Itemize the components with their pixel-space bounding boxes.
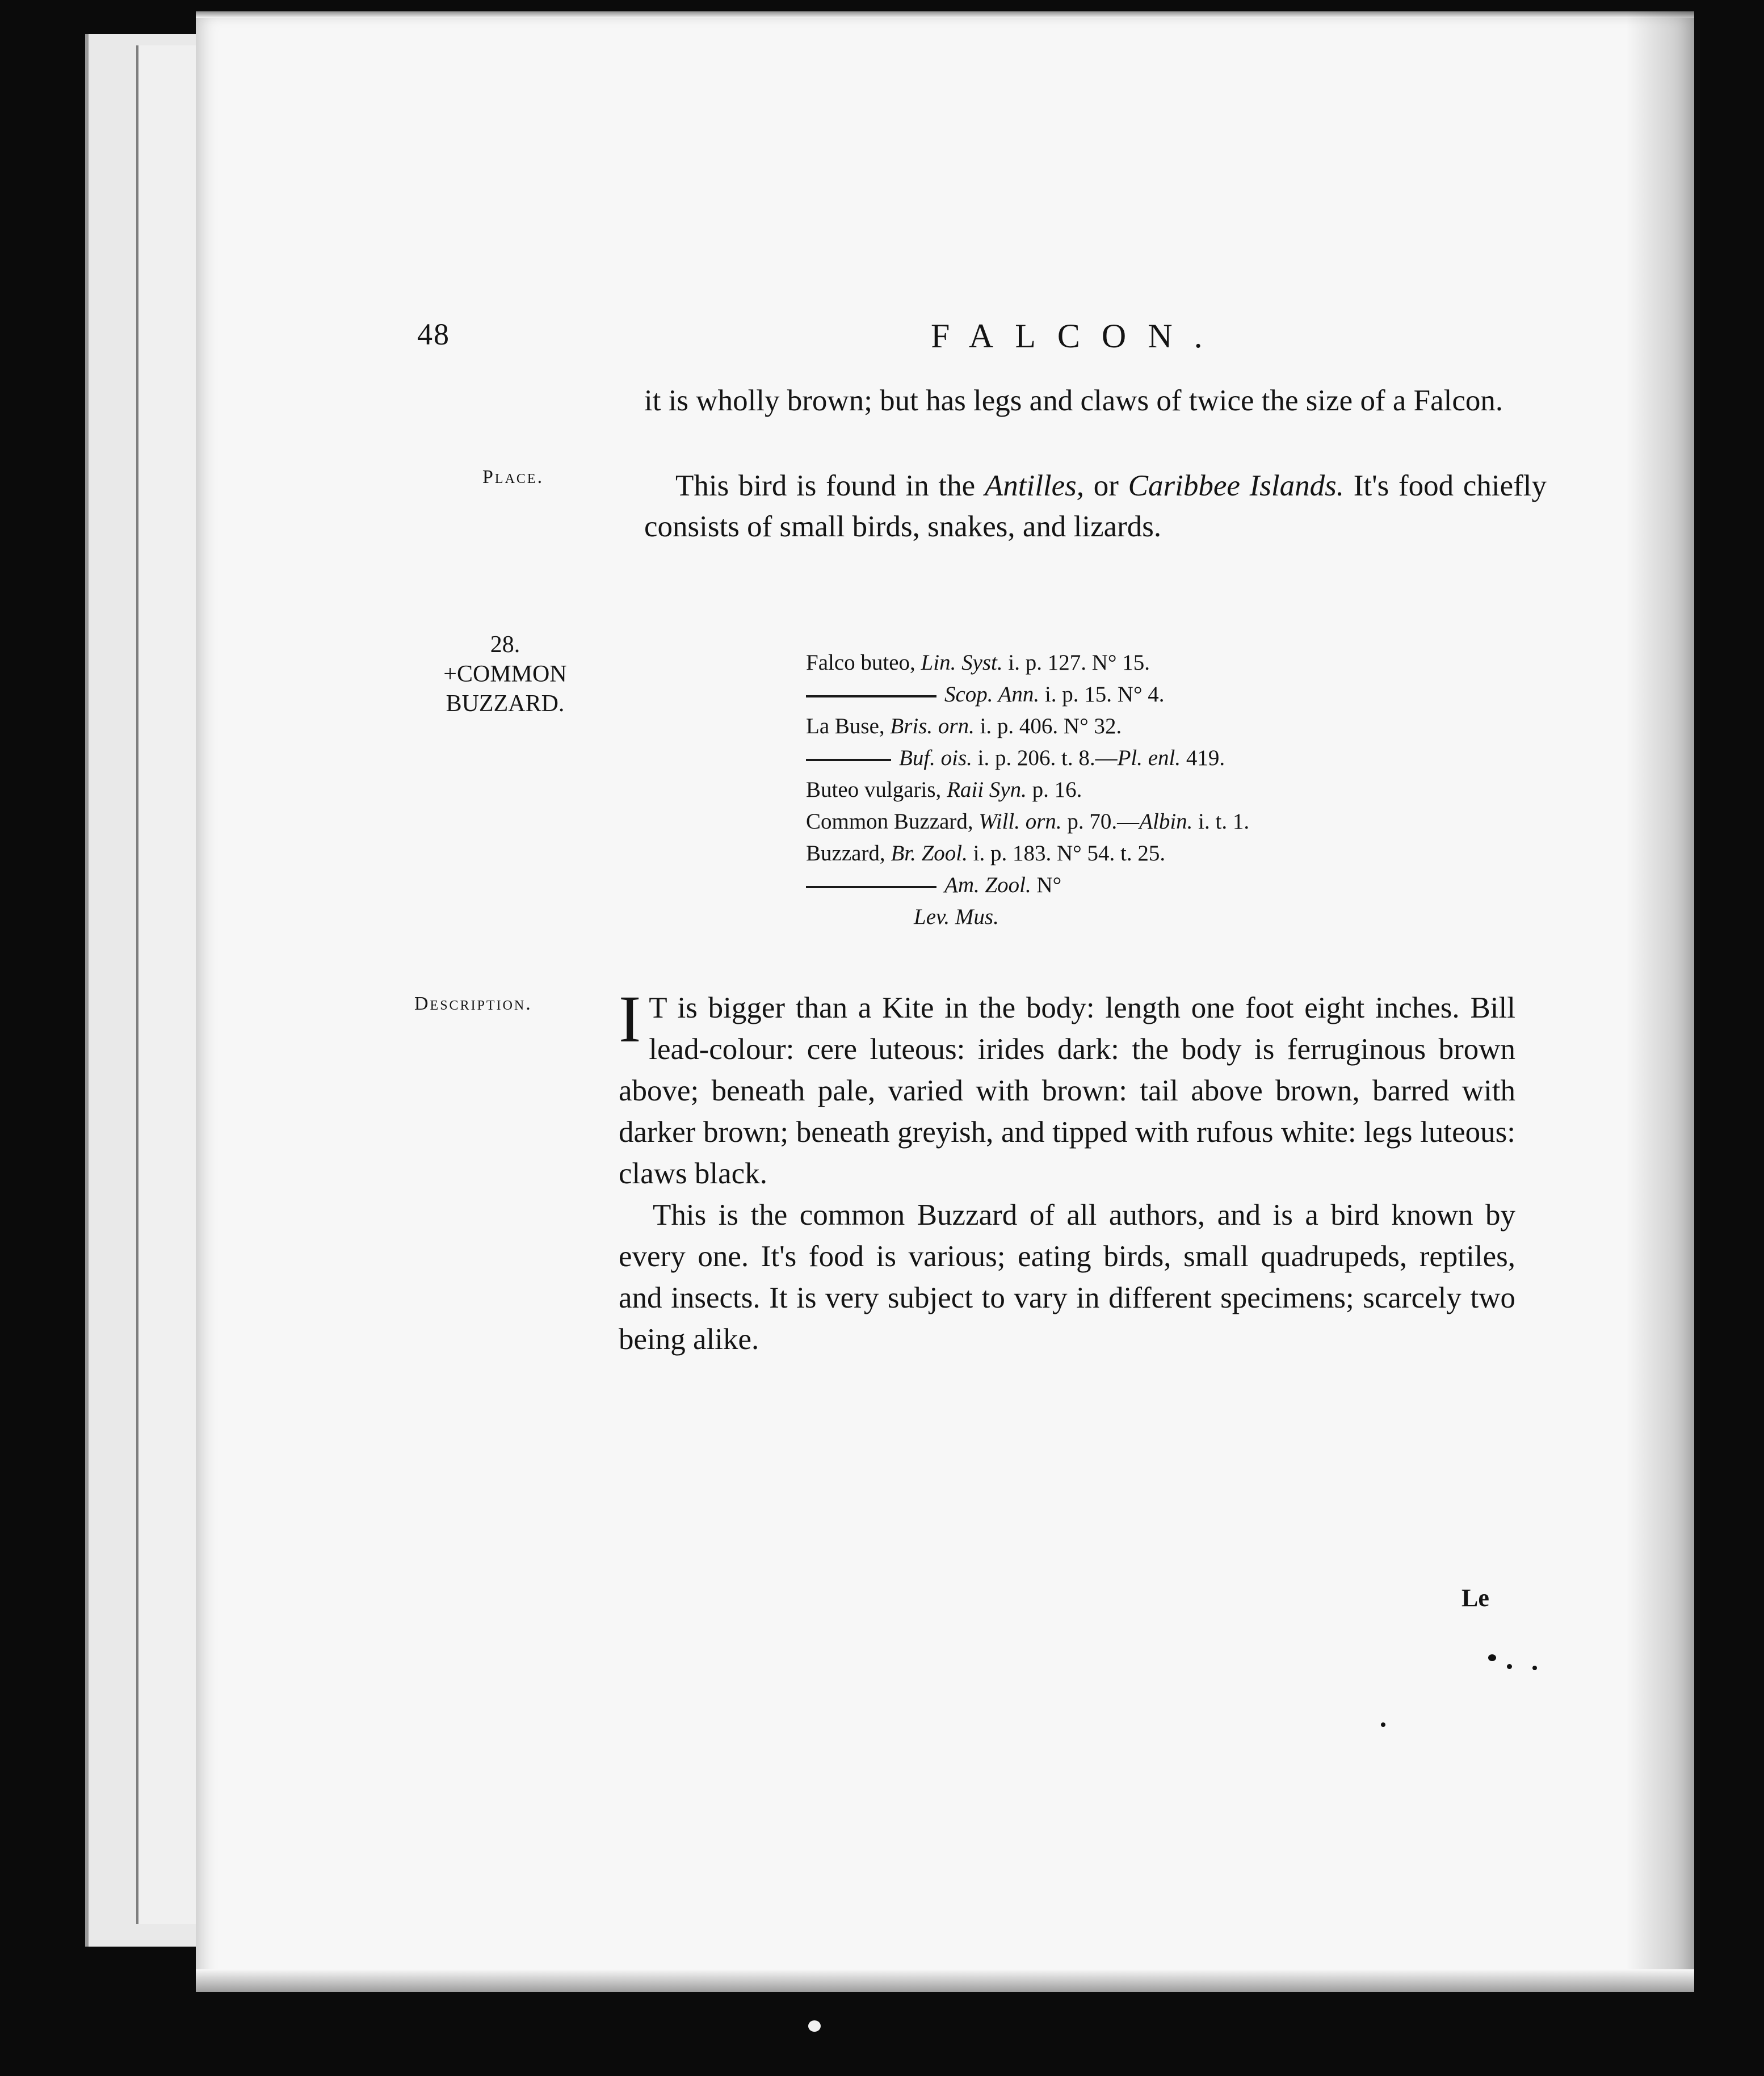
continued-paragraph-text: it is wholly brown; but has legs and claws of twice the size of a Falcon. xyxy=(644,384,1503,417)
species-number: 28. xyxy=(490,632,520,658)
ink-speck xyxy=(1381,1722,1385,1727)
place-name-antilles: Antilles, xyxy=(984,469,1085,502)
synonymy-list xyxy=(806,647,1249,933)
description-block xyxy=(619,982,1515,1360)
description-label: Description. xyxy=(414,993,532,1014)
synonymy-entry: Am. Zool. N° xyxy=(806,869,1249,901)
ditto-dash xyxy=(806,695,936,697)
synonymy-entry: Scop. Ann. i. p. 15. N° 4. xyxy=(806,679,1249,711)
synonymy-entry: Common Buzzard, Will. orn. p. 70.—Albin. i. t. 1. xyxy=(806,809,1250,834)
species-name-line2: BUZZARD. xyxy=(446,691,565,717)
place-label: Place. xyxy=(482,467,544,488)
ditto-dash xyxy=(806,886,936,888)
ditto-dash xyxy=(806,759,891,761)
running-title: FALCON. xyxy=(931,317,1224,355)
place-paragraph xyxy=(644,465,1547,547)
drop-cap: I xyxy=(619,982,641,1056)
ink-speck xyxy=(1507,1664,1512,1669)
catchword: Le xyxy=(1461,1584,1489,1612)
synonymy-entry: La Buse, Bris. orn. i. p. 406. N° 32. xyxy=(806,714,1122,738)
place-paragraph-text: This bird is found in the Antilles, or Caribbee Islands. It's food chiefly consists of small birds, snakes, and lizards. xyxy=(644,469,1547,543)
synonymy-entry: Buteo vulgaris, Raii Syn. p. 16. xyxy=(806,778,1082,802)
description-paragraph-2: This is the common Buzzard of all authors, and is a bird known by every one. It's food is various; eating birds, small quadrupeds, reptiles, and insects. It is very subject to vary in different specimens; scarcely two being alike. xyxy=(619,1199,1515,1356)
ink-speck xyxy=(1532,1666,1537,1670)
synonymy-entry: Lev. Mus. xyxy=(914,905,999,929)
description-paragraph-1: I T is bigger than a Kite in the body: length one foot eight inches. Bill lead-colour: cere luteous: irides dark: the body is ferruginous brown above; beneath pale, varied with brown: tail above brown, barred with darker brown; beneath greyish, and tipped with rufous white: legs luteous: claws black. xyxy=(619,982,1515,1190)
page-number: 48 xyxy=(417,317,450,351)
ink-speck xyxy=(1488,1654,1496,1661)
place-name-caribbee: Caribbee Islands. xyxy=(1128,469,1344,502)
page-top-edge xyxy=(196,11,1694,18)
synonymy-entry: Falco buteo, Lin. Syst. i. p. 127. N° 15. xyxy=(806,650,1150,675)
synonymy-entry: Buzzard, Br. Zool. i. p. 183. N° 54. t. 25. xyxy=(806,841,1166,865)
scan-speck xyxy=(808,2020,821,2032)
species-name-line1: +COMMON xyxy=(443,661,567,687)
synonymy-entry: Buf. ois. i. p. 206. t. 8.—Pl. enl. 419. xyxy=(806,742,1249,774)
species-heading xyxy=(411,630,599,718)
page-gutter-shadow xyxy=(1626,11,1694,1992)
continued-paragraph xyxy=(644,380,1547,421)
page-bottom-edge xyxy=(196,1969,1694,1992)
